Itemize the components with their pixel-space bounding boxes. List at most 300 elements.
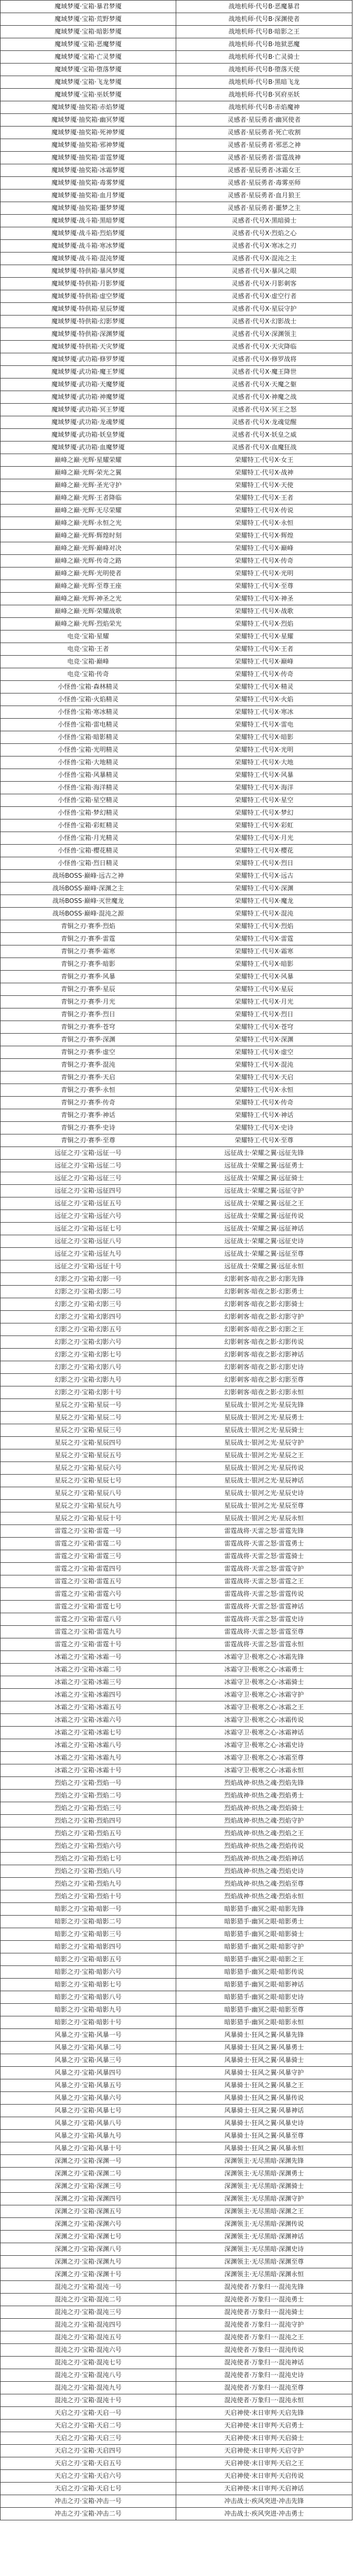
item-name-cell: 远征之刃·宝箱·远征三号 xyxy=(1,1172,176,1185)
item-name-cell: 深渊之刃·宝箱·深渊八号 xyxy=(1,2243,176,2256)
item-detail-cell: 冰霜守卫·极寒之心·冰霜史诗 xyxy=(176,1739,352,1752)
item-name-cell: 星辰之刃·宝箱·星辰九号 xyxy=(1,1500,176,1512)
item-name-cell: 小怪兽·宝箱·风暴精灵 xyxy=(1,769,176,782)
item-detail-cell: 灵感者·代号X·天灾降临 xyxy=(176,341,352,353)
item-name-cell: 雷霆之刃·宝箱·雷霆五号 xyxy=(1,1575,176,1588)
item-name-cell: 风暴之刃·宝箱·风暴四号 xyxy=(1,2067,176,2079)
item-name-cell: 冲击之刃·宝箱·冲击一号 xyxy=(1,2495,176,2508)
item-name-cell: 远征之刃·宝箱·远征四号 xyxy=(1,1185,176,1197)
table-row xyxy=(1,1197,352,1210)
item-detail-cell: 荣耀特工·代号X·天启 xyxy=(176,1071,352,1084)
item-detail-cell: 深渊领主·无尽黑暗·深渊守护 xyxy=(176,2193,352,2205)
item-detail-cell: 星辰战士·银河之光·星辰史诗 xyxy=(176,1487,352,1500)
item-detail-cell: 暗影猎手·幽冥之眼·暗影勇士 xyxy=(176,1916,352,1928)
item-name-cell: 烈焰之刃·宝箱·烈焰十号 xyxy=(1,1890,176,1903)
item-detail-cell: 远征战士·荣耀之翼·远征永恒 xyxy=(176,1260,352,1273)
item-name-cell: 远征之刃·宝箱·远征十号 xyxy=(1,1260,176,1273)
item-name-cell: 天启之刃·宝箱·天启五号 xyxy=(1,2457,176,2470)
table-row xyxy=(1,1122,352,1134)
item-name-cell: 魔域梦魇·武功箱·龙魂梦魇 xyxy=(1,416,176,429)
item-detail-cell: 烈焰战神·炽热之魂·烈焰永恒 xyxy=(176,1890,352,1903)
item-detail-cell: 荣耀特工·代号X·月光 xyxy=(176,996,352,1008)
table-row xyxy=(1,316,352,328)
item-name-cell: 青铜之刃·赛季·天启 xyxy=(1,1071,176,1084)
item-name-cell: 烈焰之刃·宝箱·烈焰一号 xyxy=(1,1777,176,1790)
item-detail-cell: 荣耀特工·代号X·烈日 xyxy=(176,857,352,870)
table-row xyxy=(1,1424,352,1437)
item-name-cell: 混沌之刃·宝箱·混沌七号 xyxy=(1,2357,176,2369)
table-row xyxy=(1,2155,352,2168)
item-name-cell: 烈焰之刃·宝箱·烈焰七号 xyxy=(1,1853,176,1865)
item-name-cell: 魔域梦魇·抽奖箱·冰霜梦魇 xyxy=(1,164,176,177)
item-detail-cell: 灵感者·代号X·魔王降世 xyxy=(176,366,352,378)
item-name-cell: 电竞·宝箱·星耀 xyxy=(1,630,176,643)
item-detail-cell: 混沌使者·万象归一·混沌至尊 xyxy=(176,2382,352,2394)
item-detail-cell: 灵感者·代号X·冥王之怒 xyxy=(176,404,352,416)
item-name-cell: 巅峰之巅·光辉·荣光之翼 xyxy=(1,467,176,479)
item-name-cell: 烈焰之刃·宝箱·烈焰三号 xyxy=(1,1802,176,1815)
item-name-cell: 魔域梦魇·武功箱·魔王梦魇 xyxy=(1,366,176,378)
item-detail-cell: 幻影刺客·暗夜之影·幻影勇士 xyxy=(176,1286,352,1298)
item-name-cell: 青铜之刃·赛季·月光 xyxy=(1,996,176,1008)
table-row xyxy=(1,504,352,517)
item-detail-cell: 远征战士·荣耀之翼·远征至尊 xyxy=(176,1248,352,1260)
table-body xyxy=(1,1,352,2520)
item-detail-cell: 荣耀特工·代号X·烈日 xyxy=(176,1008,352,1021)
item-name-cell: 深渊之刃·宝箱·深渊三号 xyxy=(1,2180,176,2193)
table-row xyxy=(1,819,352,832)
item-name-cell: 巅峰之巅·光辉·巅峰对决 xyxy=(1,542,176,555)
item-name-cell: 魔域梦魇·宝箱·暗影梦魇 xyxy=(1,26,176,38)
table-row xyxy=(1,441,352,454)
item-name-cell: 雷霆之刃·宝箱·雷霆二号 xyxy=(1,1538,176,1550)
table-row xyxy=(1,958,352,971)
item-detail-cell: 荣耀特工·代号X·传奇 xyxy=(176,1097,352,1109)
item-name-cell: 魔域梦魇·宝箱·荒野梦魇 xyxy=(1,13,176,26)
item-name-cell: 巅峰之巅·光辉·烈焰荣光 xyxy=(1,618,176,630)
item-name-cell: 混沌之刃·宝箱·混沌四号 xyxy=(1,2319,176,2331)
table-row xyxy=(1,719,352,731)
item-name-cell: 青铜之刃·赛季·神话 xyxy=(1,1109,176,1122)
item-detail-cell: 荣耀特工·代号X·深渊 xyxy=(176,1034,352,1046)
table-row xyxy=(1,152,352,164)
item-detail-cell: 灵感者·代号X·虚空行者 xyxy=(176,290,352,303)
item-detail-cell: 雷霆战将·天雷之怒·雷霆守护 xyxy=(176,1563,352,1575)
table-row xyxy=(1,1374,352,1386)
table-row xyxy=(1,89,352,101)
item-name-cell: 混沌之刃·宝箱·混沌六号 xyxy=(1,2344,176,2357)
item-name-cell: 魔域梦魇·武功箱·修罗梦魇 xyxy=(1,353,176,366)
item-detail-cell: 深渊领主·无尽黑暗·深渊传说 xyxy=(176,2218,352,2231)
item-detail-cell: 深渊领主·无尽黑暗·深渊骑士 xyxy=(176,2180,352,2193)
item-name-cell: 青铜之刃·赛季·深渊 xyxy=(1,1034,176,1046)
item-name-cell: 巅峰之巅·光辉·永恒之光 xyxy=(1,517,176,530)
item-detail-cell: 星辰战士·银河之光·星辰勇士 xyxy=(176,1412,352,1424)
table-row xyxy=(1,693,352,706)
table-row xyxy=(1,2483,352,2495)
table-row xyxy=(1,996,352,1008)
item-name-cell: 幻影之刃·宝箱·幻影十号 xyxy=(1,1386,176,1399)
item-detail-cell: 远征战士·荣耀之翼·远征守护 xyxy=(176,1185,352,1197)
item-detail-cell: 风暴骑士·狂风之翼·风暴先锋 xyxy=(176,2029,352,2042)
table-row xyxy=(1,1941,352,1953)
table-row xyxy=(1,1638,352,1651)
item-name-cell: 小怪兽·宝箱·暗影精灵 xyxy=(1,731,176,744)
item-name-cell: 冰霜之刃·宝箱·冰霜九号 xyxy=(1,1752,176,1764)
item-detail-cell: 深渊领主·无尽黑暗·深渊勇士 xyxy=(176,2168,352,2180)
table-row xyxy=(1,2142,352,2155)
item-detail-cell: 灵感者·星辰勇者·邪恶之神 xyxy=(176,139,352,152)
table-row xyxy=(1,605,352,618)
item-name-cell: 幻影之刃·宝箱·幻影二号 xyxy=(1,1286,176,1298)
item-detail-cell: 灵感者·代号X·龙魂觉醒 xyxy=(176,416,352,429)
item-detail-cell: 灵感者·代号X·血魔狂战 xyxy=(176,441,352,454)
item-name-cell: 深渊之刃·宝箱·深渊六号 xyxy=(1,2218,176,2231)
item-detail-cell: 荣耀特工·代号X·暗影 xyxy=(176,731,352,744)
item-detail-cell: 雷霆战将·天雷之怒·雷霆史诗 xyxy=(176,1613,352,1626)
item-detail-cell: 天启神使·末日审判·天启先锋 xyxy=(176,2407,352,2420)
item-name-cell: 冰霜之刃·宝箱·冰霜五号 xyxy=(1,1701,176,1714)
table-row xyxy=(1,2306,352,2319)
table-row xyxy=(1,2117,352,2130)
table-row xyxy=(1,517,352,530)
table-row xyxy=(1,1739,352,1752)
table-row xyxy=(1,2105,352,2117)
item-detail-cell: 远征战士·荣耀之翼·远征之王 xyxy=(176,1197,352,1210)
table-row xyxy=(1,832,352,845)
item-name-cell: 远征之刃·宝箱·远征九号 xyxy=(1,1248,176,1260)
item-name-cell: 远征之刃·宝箱·远征六号 xyxy=(1,1210,176,1223)
item-name-cell: 远征之刃·宝箱·远征二号 xyxy=(1,1160,176,1172)
table-row xyxy=(1,2168,352,2180)
item-detail-cell: 战地机师·代号B·暗影之王 xyxy=(176,26,352,38)
table-row xyxy=(1,1172,352,1185)
item-name-cell: 暗影之刃·宝箱·暗影九号 xyxy=(1,2004,176,2016)
item-detail-cell: 混沌使者·万象归一·混沌传说 xyxy=(176,2344,352,2357)
item-detail-cell: 天启神使·末日审判·天启勇士 xyxy=(176,2420,352,2432)
table-row xyxy=(1,1462,352,1475)
item-detail-cell: 风暴骑士·狂风之翼·风暴永恒 xyxy=(176,2142,352,2155)
table-row xyxy=(1,2180,352,2193)
item-name-cell: 烈焰之刃·宝箱·烈焰二号 xyxy=(1,1790,176,1802)
table-row xyxy=(1,13,352,26)
table-row xyxy=(1,114,352,127)
item-detail-cell: 荣耀特工·代号X·永恒 xyxy=(176,1084,352,1097)
table-row xyxy=(1,1248,352,1260)
item-name-cell: 青铜之刃·赛季·传奇 xyxy=(1,1097,176,1109)
table-row xyxy=(1,127,352,139)
item-name-cell: 幻影之刃·宝箱·幻影五号 xyxy=(1,1323,176,1336)
item-name-cell: 雷霆之刃·宝箱·雷霆六号 xyxy=(1,1588,176,1601)
item-detail-cell: 深渊领主·无尽黑暗·深渊史诗 xyxy=(176,2243,352,2256)
table-row xyxy=(1,945,352,958)
table-row xyxy=(1,2205,352,2218)
item-name-cell: 魔域梦魇·宝箱·巫妖梦魇 xyxy=(1,89,176,101)
table-row xyxy=(1,530,352,542)
item-name-cell: 远征之刃·宝箱·远征一号 xyxy=(1,1147,176,1160)
item-detail-cell: 荣耀特工·代号X·深渊 xyxy=(176,882,352,895)
item-name-cell: 魔域梦魇·抽奖箱·血月梦魇 xyxy=(1,190,176,202)
item-detail-cell: 混沌使者·万象归一·混沌神话 xyxy=(176,2357,352,2369)
table-row xyxy=(1,1034,352,1046)
table-row xyxy=(1,630,352,643)
item-detail-cell: 荣耀特工·代号X·永恒 xyxy=(176,517,352,530)
table-row xyxy=(1,2042,352,2054)
table-row xyxy=(1,1613,352,1626)
table-row xyxy=(1,2256,352,2268)
item-name-cell: 星辰之刃·宝箱·星辰一号 xyxy=(1,1399,176,1412)
table-row xyxy=(1,580,352,593)
item-detail-cell: 荣耀特工·代号X·苍穹 xyxy=(176,1021,352,1034)
table-row xyxy=(1,2382,352,2394)
item-name-cell: 电竞·宝箱·巅峰 xyxy=(1,656,176,668)
item-name-cell: 暗影之刃·宝箱·暗影一号 xyxy=(1,1903,176,1916)
table-row xyxy=(1,1286,352,1298)
item-name-cell: 幻影之刃·宝箱·幻影四号 xyxy=(1,1311,176,1323)
table-row xyxy=(1,2344,352,2357)
item-detail-cell: 混沌使者·万象归一·混沌之王 xyxy=(176,2331,352,2344)
item-detail-cell: 荣耀特工·代号X·霜寒 xyxy=(176,945,352,958)
item-detail-cell: 风暴骑士·狂风之翼·风暴勇士 xyxy=(176,2042,352,2054)
table-row xyxy=(1,1500,352,1512)
table-row xyxy=(1,492,352,504)
item-name-cell: 混沌之刃·宝箱·混沌二号 xyxy=(1,2294,176,2306)
item-name-cell: 天启之刃·宝箱·天启六号 xyxy=(1,2470,176,2483)
item-detail-cell: 暗影猎手·幽冥之眼·暗影先锋 xyxy=(176,1903,352,1916)
table-row xyxy=(1,64,352,76)
item-detail-cell: 星辰战士·银河之光·星辰先锋 xyxy=(176,1399,352,1412)
table-row xyxy=(1,1323,352,1336)
table-row xyxy=(1,467,352,479)
table-row xyxy=(1,2130,352,2142)
item-detail-cell: 荣耀特工·代号X·星耀 xyxy=(176,630,352,643)
item-name-cell: 天启之刃·宝箱·天启二号 xyxy=(1,2420,176,2432)
table-row xyxy=(1,1097,352,1109)
item-name-cell: 魔域梦魇·抽奖箱·幽冥梦魇 xyxy=(1,114,176,127)
item-name-cell: 魔域梦魇·宝箱·亡灵梦魇 xyxy=(1,51,176,64)
item-detail-cell: 灵感者·代号X·神魔之战 xyxy=(176,391,352,404)
item-name-cell: 天启之刃·宝箱·天启七号 xyxy=(1,2483,176,2495)
table-row xyxy=(1,454,352,467)
item-name-cell: 魔域梦魇·宝箱·堕落梦魇 xyxy=(1,64,176,76)
item-detail-cell: 灵感者·星辰勇者·血月狼王 xyxy=(176,190,352,202)
item-detail-cell: 灵感者·代号X·星辰守护 xyxy=(176,303,352,316)
item-detail-cell: 风暴骑士·狂风之翼·风暴史诗 xyxy=(176,2117,352,2130)
item-name-cell: 风暴之刃·宝箱·风暴三号 xyxy=(1,2054,176,2067)
item-detail-cell: 荣耀特工·代号X·雷霆 xyxy=(176,933,352,945)
item-name-cell: 风暴之刃·宝箱·风暴九号 xyxy=(1,2130,176,2142)
item-detail-cell: 荣耀特工·代号X·天使 xyxy=(176,479,352,492)
item-detail-cell: 灵感者·代号X·寒冰之刃 xyxy=(176,240,352,253)
item-detail-cell: 远征战士·荣耀之翼·远征传说 xyxy=(176,1210,352,1223)
table-row xyxy=(1,2016,352,2029)
table-row xyxy=(1,404,352,416)
item-detail-cell: 灵感者·代号X·月影刺客 xyxy=(176,278,352,290)
item-detail-cell: 荣耀特工·代号X·烈焰 xyxy=(176,920,352,933)
item-detail-cell: 暗影猎手·幽冥之眼·暗影永恒 xyxy=(176,2016,352,2029)
item-detail-cell: 荣耀特工·代号X·虚空 xyxy=(176,1046,352,1059)
item-detail-cell: 幻影刺客·暗夜之影·幻影守护 xyxy=(176,1311,352,1323)
item-name-cell: 小怪兽·宝箱·梦幻精灵 xyxy=(1,807,176,819)
table-row xyxy=(1,227,352,240)
table-row xyxy=(1,1475,352,1487)
item-name-cell: 冰霜之刃·宝箱·冰霜七号 xyxy=(1,1727,176,1739)
item-detail-cell: 荣耀特工·代号X·风暴 xyxy=(176,769,352,782)
item-detail-cell: 风暴骑士·狂风之翼·风暴神话 xyxy=(176,2105,352,2117)
item-name-cell: 烈焰之刃·宝箱·烈焰八号 xyxy=(1,1865,176,1878)
item-detail-cell: 星辰战士·银河之光·星辰之王 xyxy=(176,1449,352,1462)
item-detail-cell: 灵感者·代号X·天魔之躯 xyxy=(176,378,352,391)
item-detail-cell: 幻影刺客·暗夜之影·幻影之王 xyxy=(176,1323,352,1336)
table-row xyxy=(1,2495,352,2508)
item-detail-cell: 烈焰战神·炽热之魂·烈焰先锋 xyxy=(176,1777,352,1790)
item-name-cell: 魔域梦魇·武功箱·血魔梦魇 xyxy=(1,441,176,454)
item-name-cell: 混沌之刃·宝箱·混沌十号 xyxy=(1,2394,176,2407)
item-name-cell: 雷霆之刃·宝箱·雷霆九号 xyxy=(1,1626,176,1638)
item-detail-cell: 荣耀特工·代号X·寒冰 xyxy=(176,706,352,719)
item-name-cell: 烈焰之刃·宝箱·烈焰九号 xyxy=(1,1878,176,1890)
table-row xyxy=(1,1084,352,1097)
item-name-cell: 小怪兽·宝箱·樱花精灵 xyxy=(1,845,176,857)
item-detail-cell: 风暴骑士·狂风之翼·风暴骑士 xyxy=(176,2054,352,2067)
item-detail-cell: 幻影刺客·暗夜之影·幻影永恒 xyxy=(176,1386,352,1399)
item-name-cell: 混沌之刃·宝箱·混沌三号 xyxy=(1,2306,176,2319)
table-row xyxy=(1,1210,352,1223)
table-row xyxy=(1,1160,352,1172)
table-row xyxy=(1,1525,352,1538)
item-name-cell: 战场BOSS·巅峰·深渊之主 xyxy=(1,882,176,895)
item-detail-cell: 雷霆战将·天雷之怒·雷霆先锋 xyxy=(176,1525,352,1538)
item-name-cell: 魔域梦魇·宝箱·恶魔梦魇 xyxy=(1,38,176,51)
table-row xyxy=(1,1260,352,1273)
table-row xyxy=(1,1651,352,1664)
item-name-cell: 风暴之刃·宝箱·风暴一号 xyxy=(1,2029,176,2042)
table-row xyxy=(1,1185,352,1197)
table-row xyxy=(1,1916,352,1928)
table-row xyxy=(1,542,352,555)
item-detail-cell: 幻影刺客·暗夜之影·幻影骑士 xyxy=(176,1298,352,1311)
item-name-cell: 魔域梦魇·特供箱·幻影梦魇 xyxy=(1,316,176,328)
item-name-cell: 青铜之刃·赛季·暗影 xyxy=(1,958,176,971)
item-detail-cell: 星辰战士·银河之光·星辰骑士 xyxy=(176,1424,352,1437)
item-detail-cell: 冰霜守卫·极寒之心·冰霜永恒 xyxy=(176,1764,352,1777)
item-detail-cell: 荣耀特工·代号X·火焰 xyxy=(176,693,352,706)
item-name-cell: 深渊之刃·宝箱·深渊四号 xyxy=(1,2193,176,2205)
item-name-cell: 深渊之刃·宝箱·深渊七号 xyxy=(1,2231,176,2243)
item-detail-cell: 风暴骑士·狂风之翼·风暴之王 xyxy=(176,2079,352,2092)
table-row xyxy=(1,567,352,580)
item-detail-cell: 战地机师·代号B·堕落天使 xyxy=(176,64,352,76)
item-name-cell: 青铜之刃·赛季·史诗 xyxy=(1,1122,176,1134)
item-detail-cell: 荣耀特工·代号X·巅峰 xyxy=(176,656,352,668)
item-name-cell: 风暴之刃·宝箱·风暴八号 xyxy=(1,2117,176,2130)
item-name-cell: 风暴之刃·宝箱·风暴五号 xyxy=(1,2079,176,2092)
item-name-cell: 魔域梦魇·宝箱·飞龙梦魇 xyxy=(1,76,176,89)
table-row xyxy=(1,265,352,278)
item-name-cell: 暗影之刃·宝箱·暗影七号 xyxy=(1,1979,176,1991)
item-detail-cell: 灵感者·星辰勇者·死亡收割 xyxy=(176,127,352,139)
item-name-cell: 冰霜之刃·宝箱·冰霜四号 xyxy=(1,1689,176,1701)
table-row xyxy=(1,1601,352,1613)
table-row xyxy=(1,756,352,769)
item-name-cell: 远征之刃·宝箱·远征五号 xyxy=(1,1197,176,1210)
table-row xyxy=(1,807,352,819)
table-row xyxy=(1,2369,352,2382)
item-detail-cell: 荣耀特工·代号X·战神 xyxy=(176,467,352,479)
table-row xyxy=(1,1235,352,1248)
table-row xyxy=(1,2281,352,2294)
item-name-cell: 青铜之刃·赛季·烈日 xyxy=(1,1008,176,1021)
item-detail-cell: 荣耀特工·代号X·混沌 xyxy=(176,908,352,920)
table-row xyxy=(1,1134,352,1147)
item-detail-cell: 荣耀特工·代号X·至尊 xyxy=(176,1134,352,1147)
table-row xyxy=(1,706,352,719)
table-row xyxy=(1,845,352,857)
item-detail-cell: 星辰战士·银河之光·星辰神话 xyxy=(176,1475,352,1487)
item-detail-cell: 风暴骑士·狂风之翼·风暴守护 xyxy=(176,2067,352,2079)
item-detail-cell: 天启神使·末日审判·天启骑士 xyxy=(176,2432,352,2445)
item-detail-cell: 暗影猎手·幽冥之眼·暗影之王 xyxy=(176,1953,352,1966)
item-detail-cell: 战地机师·代号B·赤焰魔神 xyxy=(176,101,352,114)
item-name-cell: 天启之刃·宝箱·天启四号 xyxy=(1,2445,176,2457)
item-name-cell: 魔域梦魇·抽奖箱·毒雾梦魇 xyxy=(1,177,176,190)
item-detail-cell: 灵感者·代号X·幻影战士 xyxy=(176,316,352,328)
item-detail-cell: 荣耀特工·代号X·星空 xyxy=(176,794,352,807)
item-name-cell: 冰霜之刃·宝箱·冰霜一号 xyxy=(1,1651,176,1664)
item-detail-cell: 天启神使·末日审判·天启之王 xyxy=(176,2457,352,2470)
item-name-cell: 幻影之刃·宝箱·幻影八号 xyxy=(1,1361,176,1374)
item-detail-cell: 天启神使·末日审判·天启守护 xyxy=(176,2445,352,2457)
item-detail-cell: 远征战士·荣耀之翼·远征勇士 xyxy=(176,1160,352,1172)
item-detail-cell: 灵感者·代号X·深渊领主 xyxy=(176,328,352,341)
item-detail-cell: 雷霆战将·天雷之怒·雷霆永恒 xyxy=(176,1638,352,1651)
item-detail-cell: 荣耀特工·代号X·海洋 xyxy=(176,782,352,794)
item-detail-cell: 战地机师·代号B·冥府巫妖 xyxy=(176,89,352,101)
item-detail-cell: 荣耀特工·代号X·混沌 xyxy=(176,1059,352,1071)
item-name-cell: 深渊之刃·宝箱·深渊五号 xyxy=(1,2205,176,2218)
item-name-cell: 魔域梦魇·抽奖箱·赤焰梦魇 xyxy=(1,101,176,114)
item-name-cell: 冰霜之刃·宝箱·冰霜三号 xyxy=(1,1676,176,1689)
item-detail-cell: 冰霜守卫·极寒之心·冰霜先锋 xyxy=(176,1651,352,1664)
item-name-cell: 幻影之刃·宝箱·幻影九号 xyxy=(1,1374,176,1386)
item-name-cell: 暗影之刃·宝箱·暗影四号 xyxy=(1,1941,176,1953)
item-name-cell: 烈焰之刃·宝箱·烈焰四号 xyxy=(1,1815,176,1827)
item-detail-cell: 灵感者·星辰勇者·噩梦之主 xyxy=(176,202,352,215)
item-name-cell: 星辰之刃·宝箱·星辰六号 xyxy=(1,1462,176,1475)
table-row xyxy=(1,744,352,756)
table-row xyxy=(1,2294,352,2306)
table-row xyxy=(1,1890,352,1903)
item-name-cell: 青铜之刃·赛季·虚空 xyxy=(1,1046,176,1059)
table-row xyxy=(1,681,352,693)
table-row xyxy=(1,38,352,51)
item-detail-cell: 战地机师·代号B·亡灵骑士 xyxy=(176,51,352,64)
item-detail-cell: 混沌使者·万象归一·混沌勇士 xyxy=(176,2294,352,2306)
item-detail-cell: 荣耀特工·代号X·巅峰 xyxy=(176,542,352,555)
table-row xyxy=(1,1689,352,1701)
item-name-cell: 巅峰之巅·光辉·神圣之光 xyxy=(1,593,176,605)
table-row xyxy=(1,2218,352,2231)
item-name-cell: 雷霆之刃·宝箱·雷霆一号 xyxy=(1,1525,176,1538)
item-detail-cell: 深渊领主·无尽黑暗·深渊之王 xyxy=(176,2205,352,2218)
table-row xyxy=(1,983,352,996)
item-name-cell: 混沌之刃·宝箱·混沌五号 xyxy=(1,2331,176,2344)
item-name-cell: 魔域梦魇·特供箱·天灾梦魇 xyxy=(1,341,176,353)
item-detail-cell: 烈焰战神·炽热之魂·烈焰至尊 xyxy=(176,1878,352,1890)
item-name-cell: 魔域梦魇·宝箱·暴君梦魇 xyxy=(1,1,176,13)
item-name-cell: 小怪兽·宝箱·海洋精灵 xyxy=(1,782,176,794)
table-row xyxy=(1,1487,352,1500)
